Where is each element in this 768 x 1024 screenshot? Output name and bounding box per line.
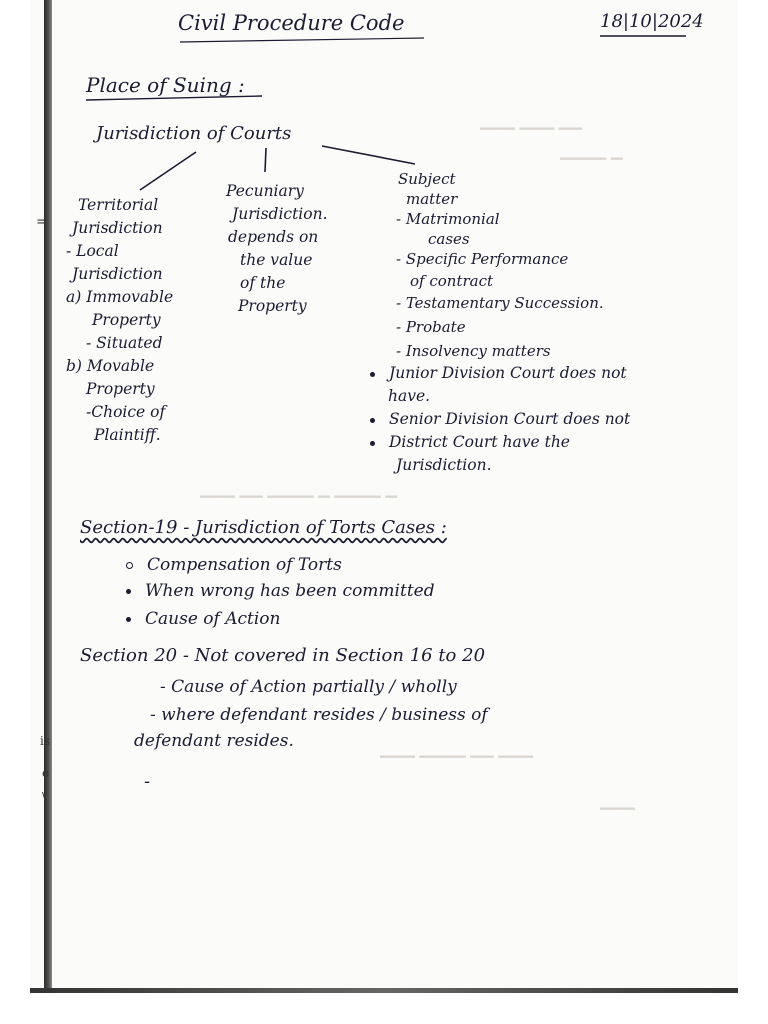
territorial-line: Jurisdiction — [72, 219, 163, 237]
margin-mark: is — [40, 734, 50, 748]
section19-item: Cause of Action — [126, 608, 435, 634]
pecuniary-line: Jurisdiction. — [232, 205, 328, 223]
subject-line: of contract — [410, 272, 494, 290]
territorial-line: - Situated — [86, 334, 163, 352]
branch-pecuniary — [226, 180, 328, 318]
subject-line: - Insolvency matters — [396, 342, 551, 360]
section20-item: - where defendant resides / business of — [150, 705, 488, 725]
territorial-line: Jurisdiction — [72, 265, 163, 283]
section19-item: Compensation of Torts — [126, 554, 435, 580]
territorial-line: Property — [86, 380, 155, 398]
court-bullet-continuation: have. — [388, 387, 431, 405]
tree-root-label: Jurisdiction of Courts — [96, 123, 292, 144]
page-date: 18|10|2024 — [600, 11, 704, 32]
subject-line: Subject — [398, 170, 456, 188]
section20-item-continuation: defendant resides. — [134, 731, 294, 751]
territorial-line: Territorial — [78, 196, 159, 214]
court-bullets — [370, 362, 630, 477]
subject-line: - Probate — [396, 318, 466, 336]
page-title: Civil Procedure Code — [178, 11, 405, 35]
margin-mark: = — [36, 214, 48, 230]
court-bullet-item: Senior Division Court does not — [370, 408, 630, 431]
territorial-line: - Local — [66, 242, 119, 260]
bleed-through-ghost-text: ▁▁▁ — [600, 792, 635, 810]
court-bullet-item: District Court have the — [370, 431, 630, 454]
court-bullet-continuation: Jurisdiction. — [396, 456, 492, 474]
bleed-through-ghost-text: ▁▁▁ ▁▁▁▁ ▁▁ ▁▁▁ — [380, 740, 533, 758]
pecuniary-line: of the — [240, 274, 286, 292]
subject-line: - Specific Performance — [396, 250, 569, 268]
branch-subject-matter — [388, 168, 604, 364]
bleed-through-ghost-text: ▁▁▁ ▁▁ ▁▁▁▁ ▁ ▁▁▁▁ ▁ — [200, 480, 397, 498]
territorial-line: a) Immovable — [66, 288, 174, 306]
territorial-line: Plaintiff. — [94, 426, 161, 444]
section20-title: Section 20 - Not covered in Section 16 to 20 — [80, 645, 486, 666]
pecuniary-line: depends on — [228, 228, 319, 246]
section20-trailing-dash: - — [144, 771, 151, 792]
court-bullet-item: Junior Division Court does not — [370, 362, 630, 385]
bleed-through-ghost-text: ▁▁▁▁ ▁ — [560, 142, 623, 160]
bleed-through-ghost-text: ▁▁▁ ▁▁▁ ▁▁ — [480, 112, 582, 130]
subject-line: cases — [428, 230, 470, 248]
title-underline-extra — [180, 38, 424, 42]
heading-place-of-suing: Place of Suing : — [86, 73, 245, 97]
branch-territorial — [66, 194, 173, 447]
connector-territorial — [140, 152, 196, 190]
subject-line: - Testamentary Succession. — [396, 294, 604, 312]
territorial-line: Property — [92, 311, 161, 329]
pecuniary-line: Pecuniary — [226, 182, 304, 200]
territorial-line: b) Movable — [66, 357, 155, 375]
territorial-line: -Choice of — [86, 403, 166, 421]
subject-line: matter — [406, 190, 458, 208]
connector-subject — [322, 146, 415, 164]
pecuniary-line: Property — [238, 297, 307, 315]
subject-line: - Matrimonial — [396, 210, 500, 228]
margin-mark: e — [42, 766, 50, 780]
pecuniary-line: the value — [240, 251, 313, 269]
section20-item: - Cause of Action partially / wholly — [160, 677, 457, 697]
section19-title: Section-19 - Jurisdiction of Torts Cases : — [80, 517, 447, 538]
section19-list — [126, 554, 435, 634]
margin-mark: \ — [42, 790, 47, 804]
connector-pecuniary — [265, 148, 266, 172]
section19-item: When wrong has been committed — [126, 580, 435, 608]
